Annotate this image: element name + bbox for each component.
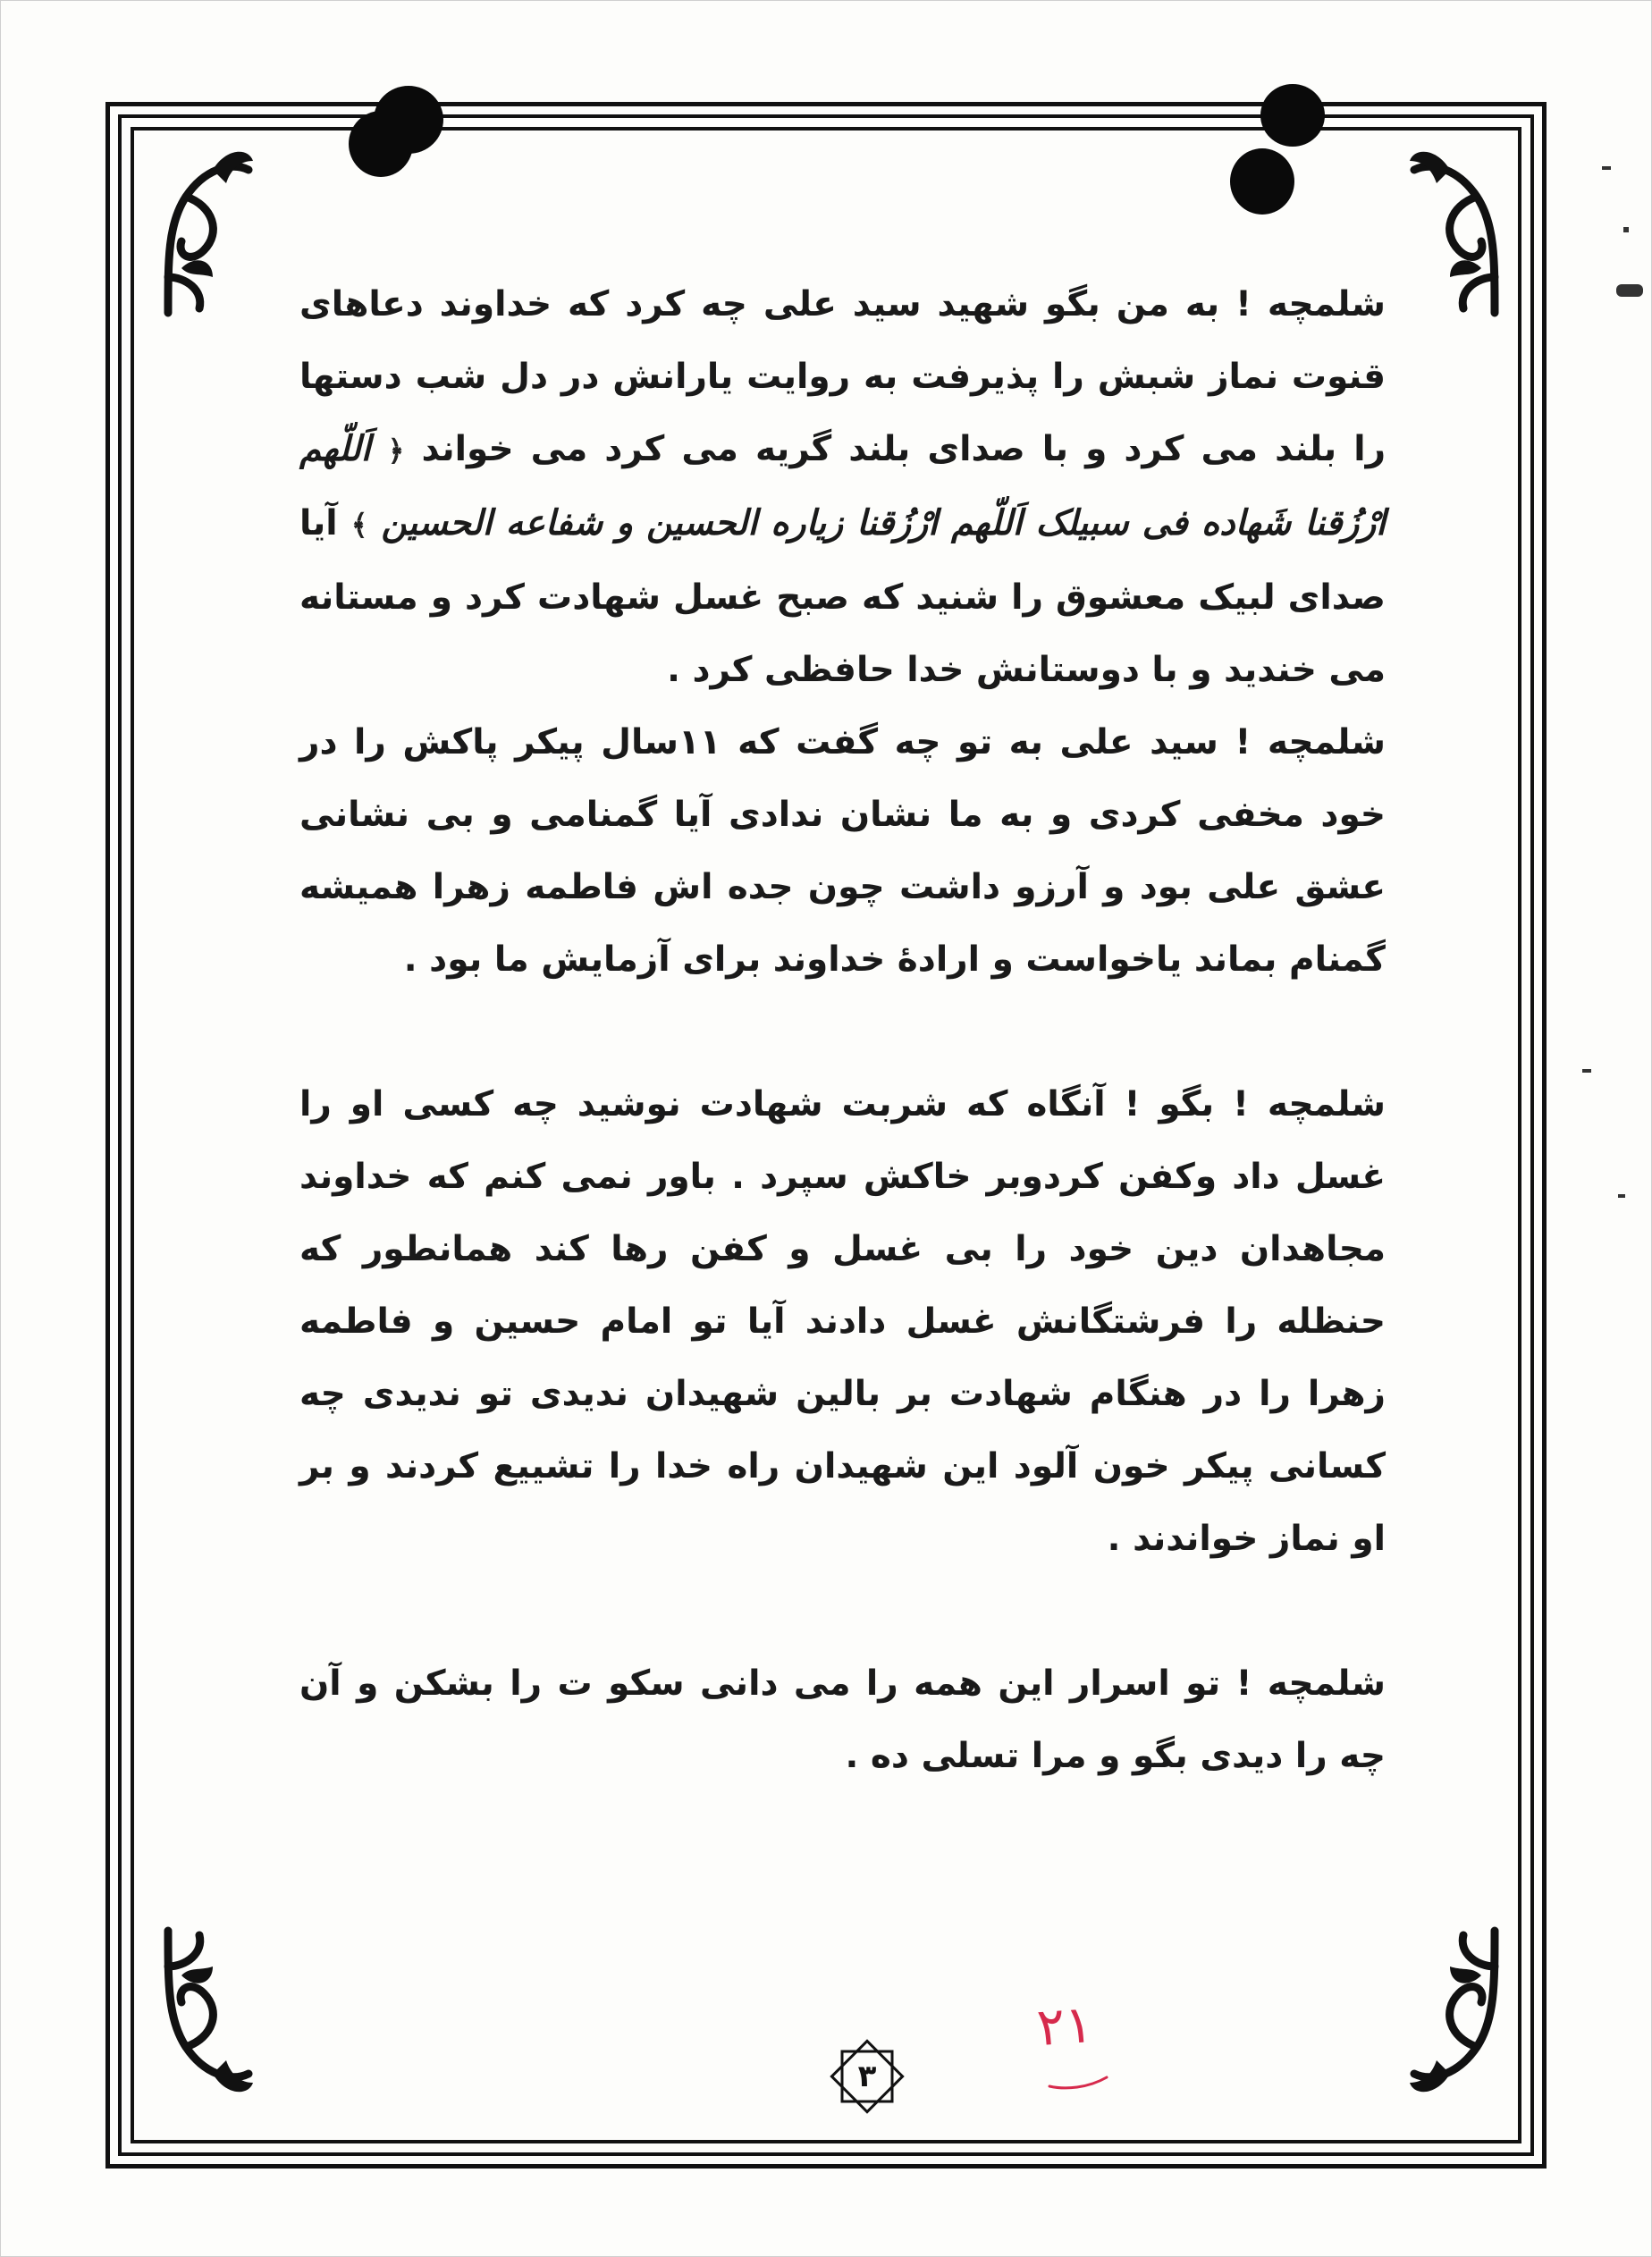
edge-speck	[1623, 227, 1629, 232]
paragraph-gap	[299, 996, 1386, 1068]
punch-hole-right-a	[1260, 84, 1325, 147]
paragraph-gap	[299, 1575, 1386, 1647]
corner-ornament-bottom-right-icon	[1405, 1922, 1513, 2101]
corner-ornament-bottom-left-icon	[150, 1922, 257, 2101]
edge-speck	[1616, 284, 1643, 297]
paragraph-4: شلمچه ! تو اسرار این همه را می دانی سکو ت را بشکن و آن چه را دیدی بگو و مرا تسلی ده .	[299, 1663, 1386, 1776]
paragraph-3: شلمچه ! بگو ! آنگاه که شربت شهادت نوشید چه کسی او را غسل داد وکفن کردوبر خاکش سپرد . باور نمی کنم که خداوند مجاهدان دین خود را بی غسل و کفن رها کند همانطور که حنظله را فرشتگانش غسل دادند آیا تو امام حسین و فاطمه زهرا را در هنگام شهادت بر بالین شهیدان ندیدی تو ندیدی چه کسانی پیکر خون آلود این شهیدان راه خدا را تشییع کردند و بر او نماز خواندند .	[299, 1084, 1386, 1559]
text-line: قنوت نماز شبش را پذیرفت به روایت یارانش در دل شب دستها را	[299, 357, 1386, 469]
text-line: شلمچه ! به من بگو شهید سید علی چه کرد که خداوند دعاهای	[299, 284, 1386, 324]
edge-speck	[1602, 166, 1611, 170]
paragraph-1-ending: آیا صدای لبیک معشوق را شنید که صبح غسل شهادت کرد و مستانه می خندید و با دوستانش خدا حافظی کرد .	[299, 503, 1386, 690]
body-text	[299, 268, 1386, 1792]
page-number: ۳	[857, 2059, 877, 2094]
text-line: بلند می کرد و با صدای بلند گریه می کرد می خواند	[421, 429, 1337, 469]
corner-ornament-top-left-icon	[150, 143, 257, 322]
punch-hole-left-b	[349, 111, 413, 177]
page-number-badge	[825, 2034, 909, 2118]
handwritten-page-number: ۲۱	[1034, 1992, 1095, 2059]
prayer-quote: اَللّهم ارْزُقنا شَهاده فی سبیلک اَللّهم ارْزُقنا زیاره الحسین و شفاعه الحسین	[299, 428, 1386, 543]
ornate-bracket-open-icon: ﴿	[387, 434, 405, 467]
corner-ornament-top-right-icon	[1405, 143, 1513, 322]
edge-speck	[1618, 1194, 1625, 1198]
edge-speck	[1582, 1069, 1591, 1073]
punch-hole-right-b	[1230, 148, 1294, 215]
handwritten-underline-icon	[1048, 2070, 1110, 2092]
paragraph-2: شلمچه ! سید علی به تو چه گفت که ۱۱سال پیکر پاکش را در خود مخفی کردی و به ما نشان ندادی آیا گمنامی و بی نشانی عشق علی بود و آرزو داشت چون جده اش فاطمه زهرا همیشه گمنام بماند یاخواست و ارادهٔ خداوند برای آزمایش ما بود .	[299, 722, 1386, 980]
ornate-bracket-close-icon: ﴾	[350, 508, 368, 542]
paragraph-1	[299, 268, 1386, 706]
